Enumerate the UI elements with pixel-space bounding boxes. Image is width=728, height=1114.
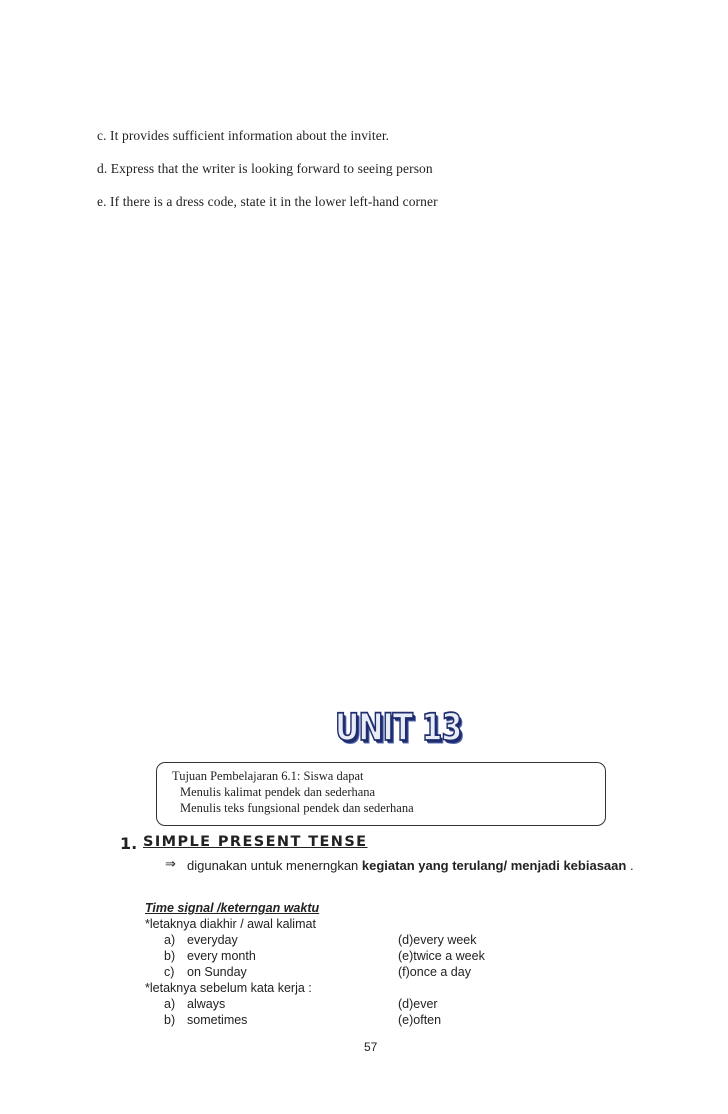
group1-item-b: every month bbox=[187, 949, 256, 963]
description-emphasis: kegiatan yang terulang/ menjadi kebiasaan bbox=[361, 858, 627, 873]
section-description bbox=[187, 858, 634, 873]
group2-marker-b: b) bbox=[164, 1013, 176, 1027]
group1-item-c: on Sunday bbox=[187, 965, 247, 979]
group1-item-a: everyday bbox=[187, 933, 238, 947]
description-suffix: . bbox=[626, 858, 634, 873]
implies-arrow-icon: ⇒ bbox=[165, 857, 176, 872]
group1-item-e: (e)twice a week bbox=[398, 949, 485, 963]
group1-item-d: (d)every week bbox=[398, 933, 477, 947]
group1-label: *letaknya diakhir / awal kalimat bbox=[145, 917, 316, 931]
objectives-line-3: Menulis teks fungsional pendek dan sederhana bbox=[180, 801, 414, 815]
group2-label: *letaknya sebelum kata kerja : bbox=[145, 981, 312, 995]
group2-item-d: (d)ever bbox=[398, 997, 438, 1011]
option-e: e. If there is a dress code, state it in the lower left-hand corner bbox=[97, 194, 438, 209]
group2-marker-a: a) bbox=[164, 997, 176, 1011]
objectives-line-2: Menulis kalimat pendek dan sederhana bbox=[180, 785, 376, 799]
group1-marker-c: c) bbox=[164, 965, 175, 979]
group1-marker-b: b) bbox=[164, 949, 176, 963]
group2-item-b: sometimes bbox=[187, 1013, 248, 1027]
group1-marker-a: a) bbox=[164, 933, 176, 947]
time-signal-title: Time signal /keterngan waktu bbox=[145, 901, 320, 915]
description-prefix: digunakan untuk menerngkan bbox=[187, 858, 362, 873]
objectives-line-1: Tujuan Pembelajaran 6.1: Siswa dapat bbox=[172, 769, 364, 783]
section-number: 1. bbox=[120, 834, 138, 853]
option-c: c. It provides sufficient information about the inviter. bbox=[97, 128, 390, 143]
unit-title: UNIT 13 bbox=[335, 706, 462, 750]
group2-item-a: always bbox=[187, 997, 226, 1011]
section-title: SIMPLE PRESENT TENSE bbox=[143, 834, 368, 850]
option-d: d. Express that the writer is looking forward to seeing person bbox=[97, 161, 433, 176]
group1-item-f: (f)once a day bbox=[398, 965, 471, 979]
page-number: 57 bbox=[364, 1040, 378, 1054]
group2-item-e: (e)often bbox=[398, 1013, 442, 1027]
